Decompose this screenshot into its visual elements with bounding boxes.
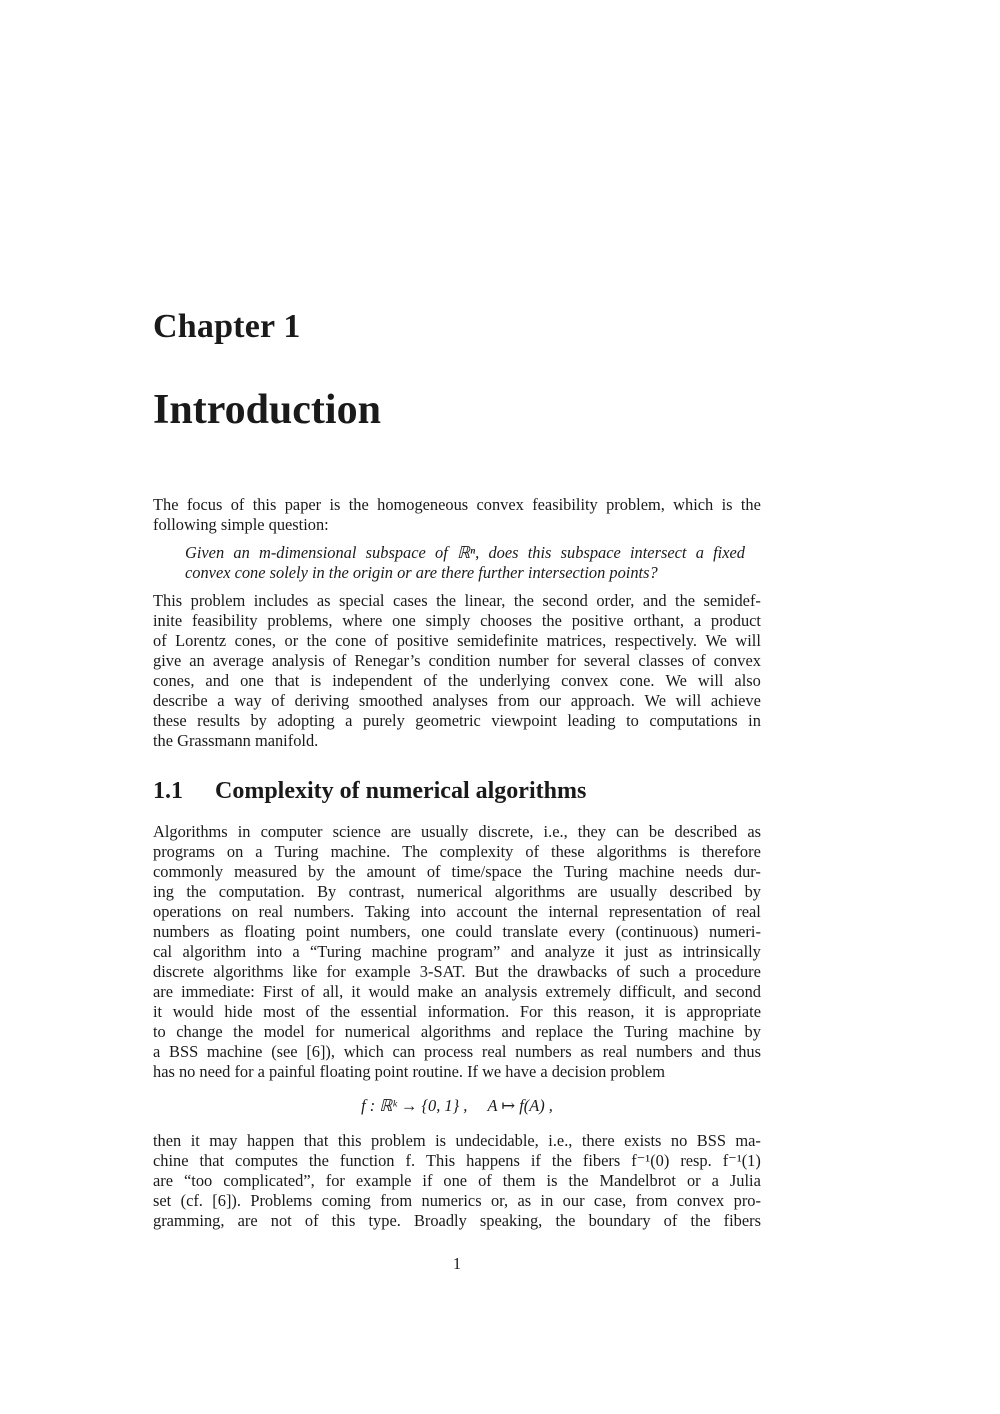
text-line: then it may happen that this problem is undecidable, i.e., there exists no BSS ma-	[153, 1131, 761, 1150]
text-line: are “too complicated”, for example if one of them is the Mandelbrot or a Julia	[153, 1171, 761, 1190]
text-line: chine that computes the function f. This happens if the fibers f⁻¹(0) resp. f⁻¹(1)	[153, 1151, 761, 1170]
text-line: commonly measured by the amount of time/space the Turing machine needs dur-	[153, 862, 761, 881]
text-line: operations on real numbers. Taking into account the internal representation of real	[153, 902, 761, 921]
section-heading	[153, 778, 586, 805]
text-line: set (cf. [6]). Problems coming from numerics or, as in our case, from convex pro-	[153, 1191, 761, 1210]
text-line: discrete algorithms like for example 3-SAT. But the drawbacks of such a procedure	[153, 962, 761, 981]
text-line: the Grassmann manifold.	[153, 731, 319, 750]
text-line: has no need for a painful floating point routine. If we have a decision problem	[153, 1062, 666, 1081]
text-line: cal algorithm into a “Turing machine program” and analyze it just as intrinsically	[153, 942, 761, 961]
text-line: of Lorentz cones, or the cone of positive semidefinite matrices, respectively. We will	[153, 631, 761, 650]
quote-line: convex cone solely in the origin or are there further intersection points?	[185, 563, 658, 582]
problem-paragraph	[153, 591, 761, 751]
text-line: a BSS machine (see [6]), which can process real numbers as real numbers and thus	[153, 1042, 761, 1061]
algorithms-paragraph	[153, 822, 761, 1082]
text-line: these results by adopting a purely geometric viewpoint leading to computations in	[153, 711, 761, 730]
text-line: cones, and one that is independent of the underlying convex cone. We will also	[153, 671, 761, 690]
text-line: inite feasibility problems, where one simply chooses the positive orthant, a product	[153, 611, 761, 630]
undecidability-paragraph	[153, 1131, 761, 1231]
chapter-label: Chapter 1	[153, 308, 301, 345]
text-line: programs on a Turing machine. The complexity of these algorithms is therefore	[153, 842, 761, 861]
text-line: following simple question:	[153, 515, 329, 534]
chapter-title: Introduction	[153, 387, 381, 433]
section-number: 1.1	[153, 778, 183, 804]
text-line: give an average analysis of Renegar’s condition number for several classes of convex	[153, 651, 761, 670]
question-quote	[185, 543, 745, 583]
text-line: describe a way of deriving smoothed analyses from our approach. We will achieve	[153, 691, 761, 710]
display-equation: f : ℝᵏ → {0, 1} , A ↦ f(A) ,	[361, 1096, 553, 1115]
text-line: numbers as floating point numbers, one could translate every (continuous) numeri-	[153, 922, 761, 941]
quote-line: Given an m-dimensional subspace of ℝⁿ, does this subspace intersect a fixed	[185, 543, 745, 562]
text-line: gramming, are not of this type. Broadly speaking, the boundary of the fibers	[153, 1211, 761, 1230]
text-line: The focus of this paper is the homogeneous convex feasibility problem, which is the	[153, 495, 761, 514]
text-line: ing the computation. By contrast, numerical algorithms are usually described by	[153, 882, 761, 901]
text-line: are immediate: First of all, it would make an analysis extremely difficult, and second	[153, 982, 761, 1001]
text-line: to change the model for numerical algorithms and replace the Turing machine by	[153, 1022, 761, 1041]
page-number: 1	[452, 1254, 462, 1273]
section-title: Complexity of numerical algorithms	[215, 778, 587, 804]
text-line: Algorithms in computer science are usually discrete, i.e., they can be described as	[153, 822, 761, 841]
intro-paragraph	[153, 495, 761, 535]
text-line: it would hide most of the essential information. For this reason, it is appropriate	[153, 1002, 761, 1021]
text-line: This problem includes as special cases the linear, the second order, and the semidef-	[153, 591, 761, 610]
